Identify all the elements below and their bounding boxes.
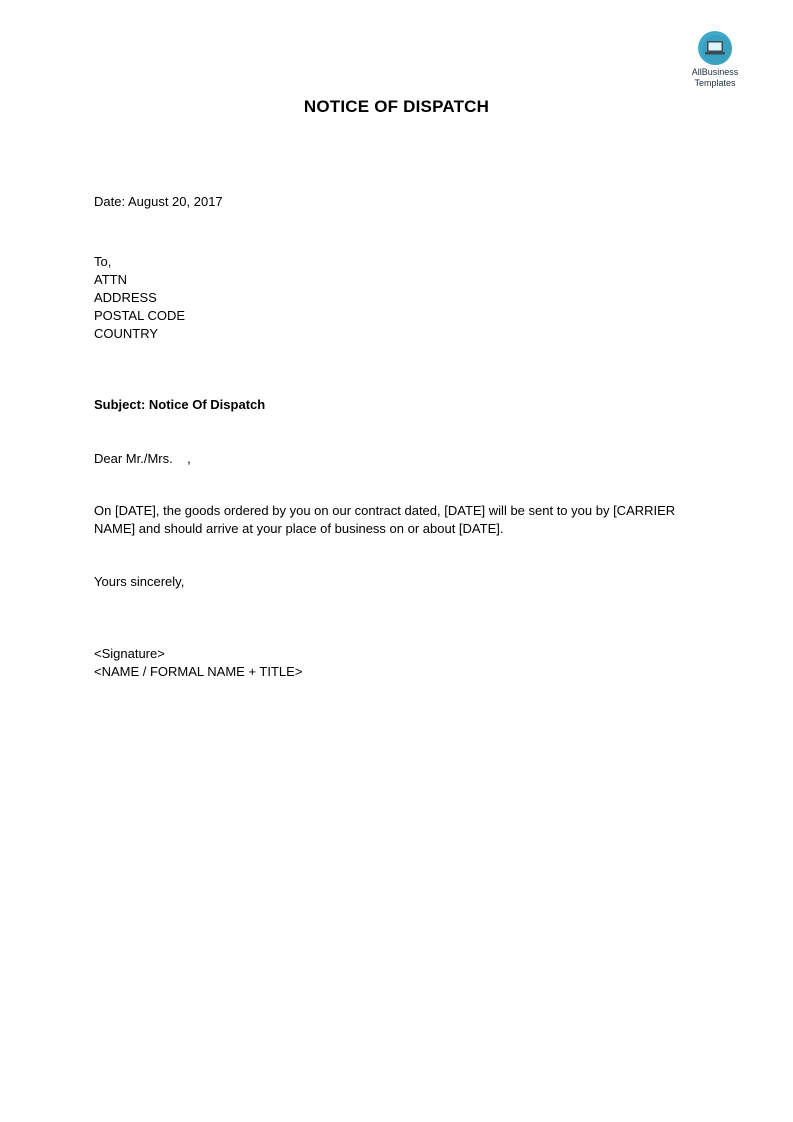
logo-text-line2: Templates bbox=[694, 78, 736, 88]
recipient-postal-code: POSTAL CODE bbox=[94, 308, 186, 323]
salutation: Dear Mr./Mrs. , bbox=[94, 451, 191, 466]
body-line-1: On [DATE], the goods ordered by you on our contract dated, [DATE] will be sent to you by [CARRIER bbox=[94, 503, 676, 518]
recipient-attn: ATTN bbox=[94, 272, 127, 287]
logo-text-line1: AllBusiness bbox=[691, 67, 739, 77]
recipient-to: To, bbox=[94, 254, 112, 269]
body-line-2: NAME] and should arrive at your place of business on or about [DATE]. bbox=[94, 521, 504, 536]
signature-placeholder: <Signature> bbox=[94, 646, 165, 661]
company-logo bbox=[684, 30, 746, 88]
recipient-address: ADDRESS bbox=[94, 290, 157, 305]
closing: Yours sincerely, bbox=[94, 574, 185, 589]
recipient-country: COUNTRY bbox=[94, 326, 159, 341]
date-line: Date: August 20, 2017 bbox=[94, 194, 223, 209]
subject-line: Subject: Notice Of Dispatch bbox=[94, 397, 266, 412]
signer-name-placeholder: <NAME / FORMAL NAME + TITLE> bbox=[94, 664, 303, 679]
document-title: NOTICE OF DISPATCH bbox=[303, 97, 490, 116]
laptop-icon bbox=[697, 30, 733, 66]
